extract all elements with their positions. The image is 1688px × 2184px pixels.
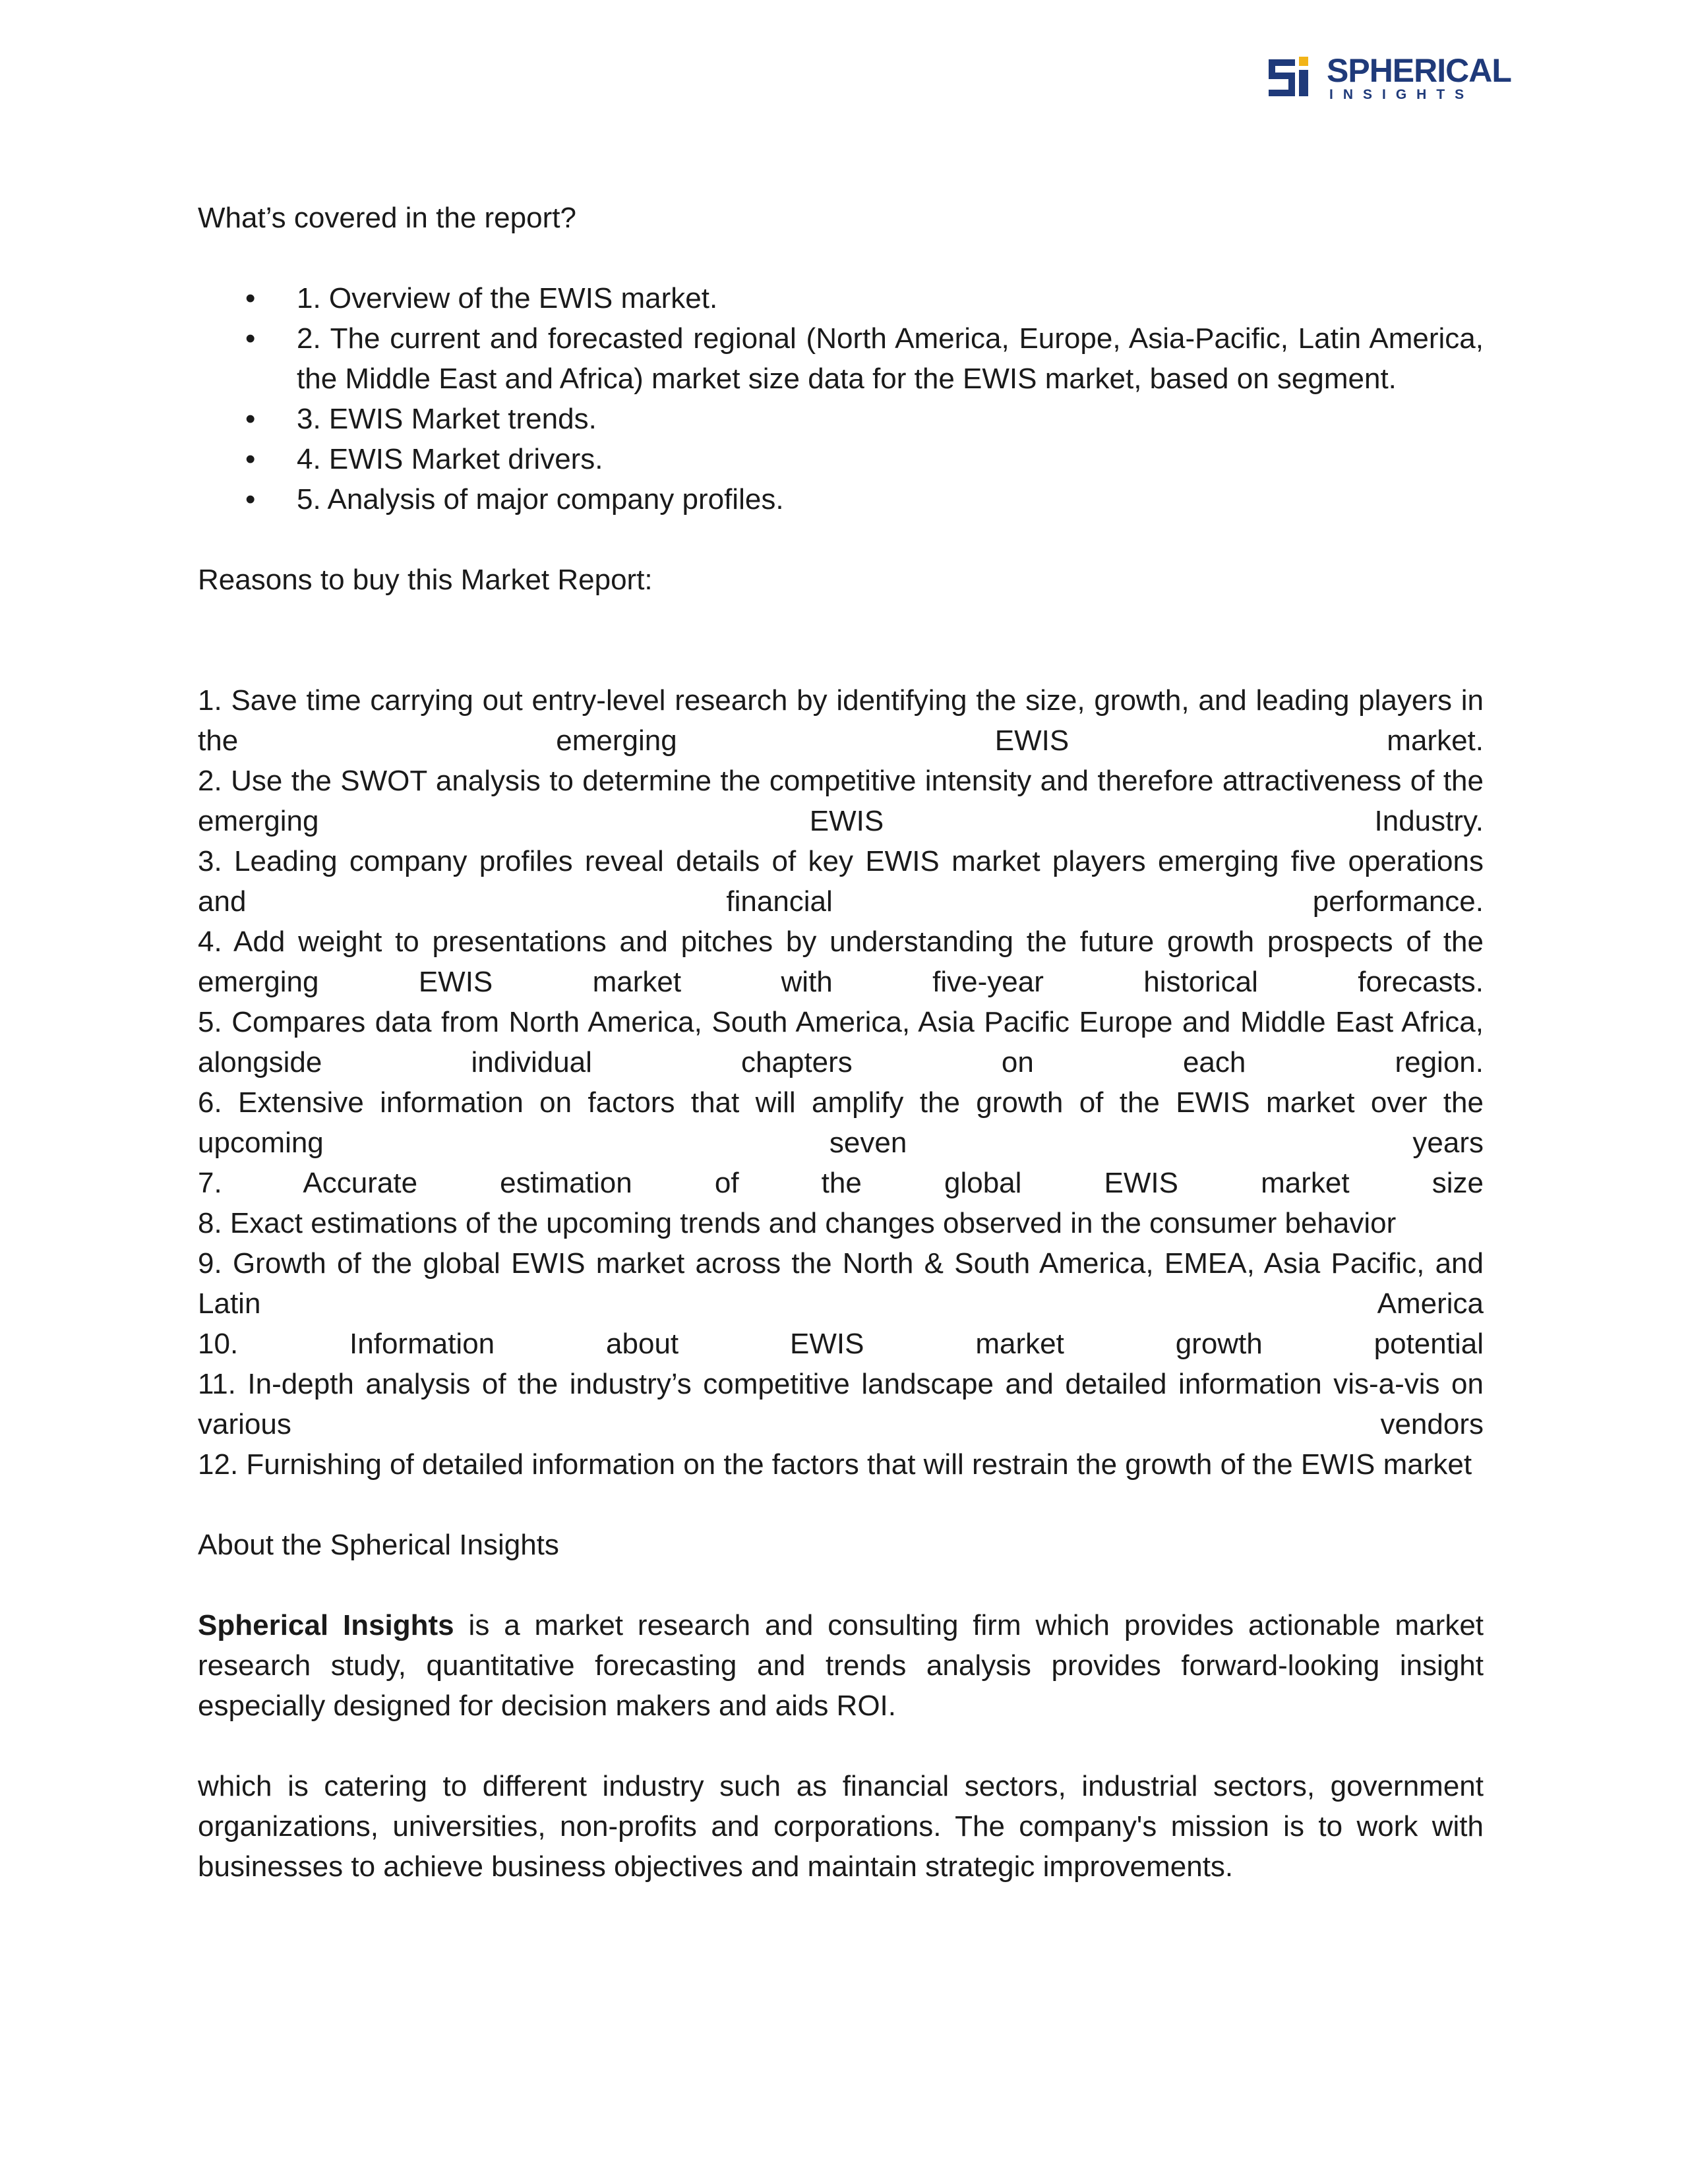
- about-paragraph-1: Spherical Insights is a market research and consulting firm which provides actionable market research study, quantitative forecasting and trends analysis provides forward-looking insight especially designed for decision makers and aids ROI.: [198, 1609, 1484, 1722]
- list-item: • 4. EWIS Market drivers.: [198, 439, 1484, 479]
- bullet-icon: •: [245, 322, 256, 355]
- report-body: [198, 198, 1484, 1887]
- spherical-insights-logo-icon: [1269, 54, 1311, 100]
- reasons-list: [198, 680, 1484, 1485]
- bullet-icon: •: [245, 403, 256, 435]
- list-item: • 5. Analysis of major company profiles.: [198, 479, 1484, 519]
- company-logo: [1269, 52, 1511, 103]
- reason-item: 7. Accurate estimation of the global EWIS market size: [198, 1167, 1484, 1199]
- reason-item: 9. Growth of the global EWIS market across the North & South America, EMEA, Asia Pacific, and Latin America: [198, 1247, 1484, 1320]
- list-item: • 1. Overview of the EWIS market.: [198, 278, 1484, 318]
- logo-wordmark: SPHERICAL: [1327, 52, 1511, 89]
- reason-item: 10. Information about EWIS market growth potential: [198, 1328, 1484, 1360]
- reason-item: 4. Add weight to presentations and pitches by understanding the future growth prospects of the emerging EWIS market with five-year historical forecasts.: [198, 926, 1484, 998]
- reason-item: 2. Use the SWOT analysis to determine the competitive intensity and therefore attractiveness of the emerging EWIS Industry.: [198, 765, 1484, 837]
- reason-item: 5. Compares data from North America, South America, Asia Pacific Europe and Middle East Africa, alongside individual chapters on each region.: [198, 1006, 1484, 1078]
- bullet-icon: •: [245, 483, 256, 516]
- about-heading: About the Spherical Insights: [198, 1529, 559, 1561]
- reason-item: 8. Exact estimations of the upcoming trends and changes observed in the consumer behavior: [198, 1207, 1397, 1239]
- reason-item: 1. Save time carrying out entry-level research by identifying the size, growth, and leading players in the emerging EWIS market.: [198, 684, 1484, 757]
- bullet-icon: •: [245, 282, 256, 314]
- reasons-heading: Reasons to buy this Market Report:: [198, 564, 653, 596]
- reason-item: 6. Extensive information on factors that will amplify the growth of the EWIS market over the upcoming seven years: [198, 1086, 1484, 1159]
- list-item: • 2. The current and forecasted regional (North America, Europe, Asia-Pacific, Latin America, the Middle East and Africa) market size data for the EWIS market, based on segment.: [198, 318, 1484, 399]
- reason-item: 11. In-depth analysis of the industry’s competitive landscape and detailed information vis-a-vis on various vendors: [198, 1368, 1484, 1440]
- company-name: Spherical Insights: [198, 1609, 454, 1641]
- bullet-icon: •: [245, 443, 256, 475]
- list-item: • 3. EWIS Market trends.: [198, 399, 1484, 439]
- covered-heading: What’s covered in the report?: [198, 202, 576, 234]
- logo-tagline: INSIGHTS: [1329, 87, 1474, 102]
- about-paragraph-2: which is catering to different industry such as financial sectors, industrial sectors, government organizations, universities, non-profits and corporations. The company's mission is to work with businesses to achieve business objectives and maintain strategic improvements.: [198, 1770, 1484, 1883]
- reason-item: 12. Furnishing of detailed information on the factors that will restrain the growth of the EWIS market: [198, 1448, 1472, 1481]
- covered-list: [198, 278, 1484, 519]
- reason-item: 3. Leading company profiles reveal details of key EWIS market players emerging five operations and financial performance.: [198, 845, 1484, 918]
